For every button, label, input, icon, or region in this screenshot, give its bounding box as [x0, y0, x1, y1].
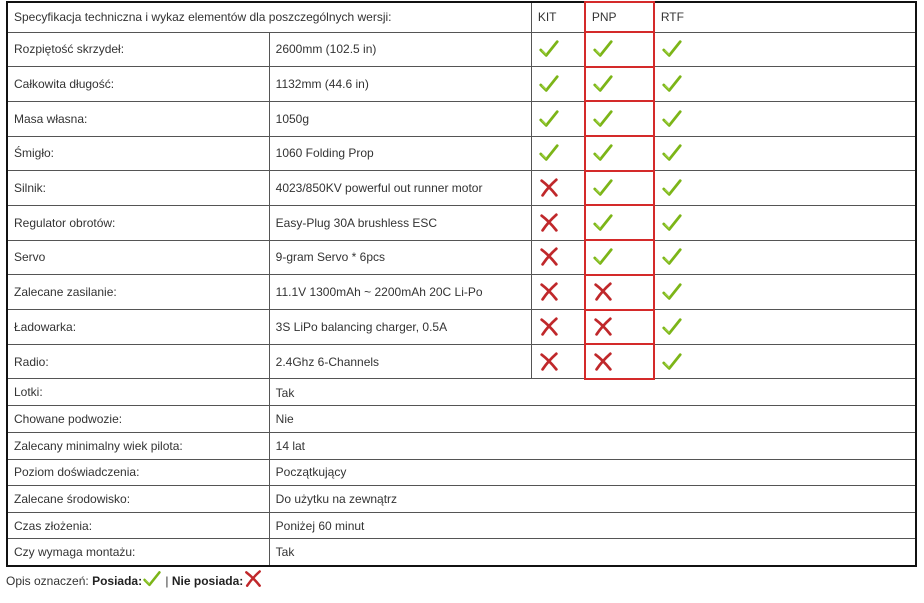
feature-value: 9-gram Servo * 6pcs	[269, 240, 531, 275]
pnp-mark	[585, 101, 654, 136]
pnp-mark	[585, 32, 654, 67]
kit-mark	[531, 67, 585, 102]
rtf-mark	[654, 310, 916, 345]
feature-row	[7, 240, 916, 275]
check-icon	[538, 76, 560, 90]
check-icon	[661, 215, 683, 229]
kit-mark	[531, 275, 585, 310]
rtf-mark	[654, 171, 916, 206]
header-row	[7, 2, 916, 32]
check-icon	[661, 250, 683, 264]
legend-separator: |	[165, 574, 169, 588]
feature-value: 2600mm (102.5 in)	[269, 32, 531, 67]
info-row	[7, 433, 916, 460]
check-icon	[661, 354, 683, 368]
feature-label: Masa własna:	[7, 101, 269, 136]
feature-row	[7, 205, 916, 240]
check-icon	[592, 76, 614, 90]
feature-value: Easy-Plug 30A brushless ESC	[269, 205, 531, 240]
info-row	[7, 406, 916, 433]
feature-label: Silnik:	[7, 171, 269, 206]
feature-value: 2.4Ghz 6-Channels	[269, 344, 531, 379]
pnp-mark	[585, 136, 654, 171]
check-icon	[592, 250, 614, 264]
kit-mark	[531, 344, 585, 379]
kit-mark	[531, 310, 585, 345]
check-icon	[661, 111, 683, 125]
info-row	[7, 379, 916, 406]
info-value: Początkujący	[269, 459, 916, 486]
info-value: 14 lat	[269, 433, 916, 460]
check-icon	[661, 284, 683, 298]
legend	[6, 569, 263, 589]
info-label: Zalecany minimalny wiek pilota:	[7, 433, 269, 460]
legend-not-has-label: Nie posiada:	[171, 574, 244, 588]
rtf-mark	[654, 32, 916, 67]
info-label: Czas złożenia:	[7, 512, 269, 539]
feature-row	[7, 32, 916, 67]
check-icon	[661, 76, 683, 90]
rtf-mark	[654, 205, 916, 240]
info-label: Czy wymaga montażu:	[7, 539, 269, 566]
check-icon	[592, 146, 614, 160]
kit-mark	[531, 101, 585, 136]
feature-value: 4023/850KV powerful out runner motor	[269, 171, 531, 206]
kit-mark	[531, 171, 585, 206]
info-row	[7, 486, 916, 513]
header-title: Specyfikacja techniczna i wykaz elementów dla poszczególnych wersji:	[7, 2, 531, 32]
feature-value: 11.1V 1300mAh ~ 2200mAh 20C Li-Po	[269, 275, 531, 310]
cross-icon	[243, 574, 263, 588]
kit-mark	[531, 205, 585, 240]
info-row	[7, 512, 916, 539]
check-icon	[661, 146, 683, 160]
info-label: Lotki:	[7, 379, 269, 406]
check-icon	[592, 180, 614, 194]
cross-icon	[538, 284, 560, 298]
feature-value: 1050g	[269, 101, 531, 136]
cross-icon	[538, 180, 560, 194]
check-icon	[538, 42, 560, 56]
info-label: Chowane podwozie:	[7, 406, 269, 433]
feature-label: Regulator obrotów:	[7, 205, 269, 240]
info-value: Tak	[269, 539, 916, 566]
rtf-mark	[654, 101, 916, 136]
info-row	[7, 459, 916, 486]
pnp-mark	[585, 205, 654, 240]
pnp-mark	[585, 275, 654, 310]
rtf-mark	[654, 275, 916, 310]
cross-icon	[592, 284, 614, 298]
info-row	[7, 539, 916, 566]
feature-label: Radio:	[7, 344, 269, 379]
cross-icon	[592, 354, 614, 368]
pnp-mark	[585, 171, 654, 206]
feature-row	[7, 171, 916, 206]
rtf-mark	[654, 136, 916, 171]
check-icon	[142, 574, 162, 588]
info-label: Zalecane środowisko:	[7, 486, 269, 513]
cross-icon	[538, 215, 560, 229]
info-value: Nie	[269, 406, 916, 433]
feature-label: Ładowarka:	[7, 310, 269, 345]
feature-row	[7, 101, 916, 136]
spec-table-body	[7, 2, 916, 566]
kit-mark	[531, 240, 585, 275]
info-label: Poziom doświadczenia:	[7, 459, 269, 486]
cross-icon	[538, 354, 560, 368]
feature-value: 1132mm (44.6 in)	[269, 67, 531, 102]
check-icon	[592, 42, 614, 56]
legend-has-label: Posiada:	[92, 574, 143, 588]
legend-prefix: Opis oznaczeń:	[6, 574, 89, 588]
check-icon	[538, 146, 560, 160]
feature-row	[7, 310, 916, 345]
feature-label: Rozpiętość skrzydeł:	[7, 32, 269, 67]
feature-label: Zalecane zasilanie:	[7, 275, 269, 310]
cross-icon	[538, 319, 560, 333]
spec-table	[6, 1, 917, 567]
info-value: Do użytku na zewnątrz	[269, 486, 916, 513]
feature-label: Servo	[7, 240, 269, 275]
kit-mark	[531, 136, 585, 171]
feature-row	[7, 275, 916, 310]
pnp-mark	[585, 344, 654, 379]
kit-mark	[531, 32, 585, 67]
feature-row	[7, 67, 916, 102]
check-icon	[538, 111, 560, 125]
check-icon	[592, 111, 614, 125]
info-value: Poniżej 60 minut	[269, 512, 916, 539]
check-icon	[592, 215, 614, 229]
cross-icon	[592, 319, 614, 333]
cross-icon	[538, 250, 560, 264]
check-icon	[661, 42, 683, 56]
pnp-mark	[585, 240, 654, 275]
header-rtf: RTF	[654, 2, 916, 32]
feature-row	[7, 344, 916, 379]
check-icon	[661, 180, 683, 194]
feature-row	[7, 136, 916, 171]
header-kit: KIT	[531, 2, 585, 32]
rtf-mark	[654, 344, 916, 379]
info-value: Tak	[269, 379, 916, 406]
rtf-mark	[654, 240, 916, 275]
feature-label: Śmigło:	[7, 136, 269, 171]
pnp-mark	[585, 310, 654, 345]
pnp-mark	[585, 67, 654, 102]
feature-label: Całkowita długość:	[7, 67, 269, 102]
feature-value: 3S LiPo balancing charger, 0.5A	[269, 310, 531, 345]
rtf-mark	[654, 67, 916, 102]
header-pnp: PNP	[585, 2, 654, 32]
check-icon	[661, 319, 683, 333]
feature-value: 1060 Folding Prop	[269, 136, 531, 171]
